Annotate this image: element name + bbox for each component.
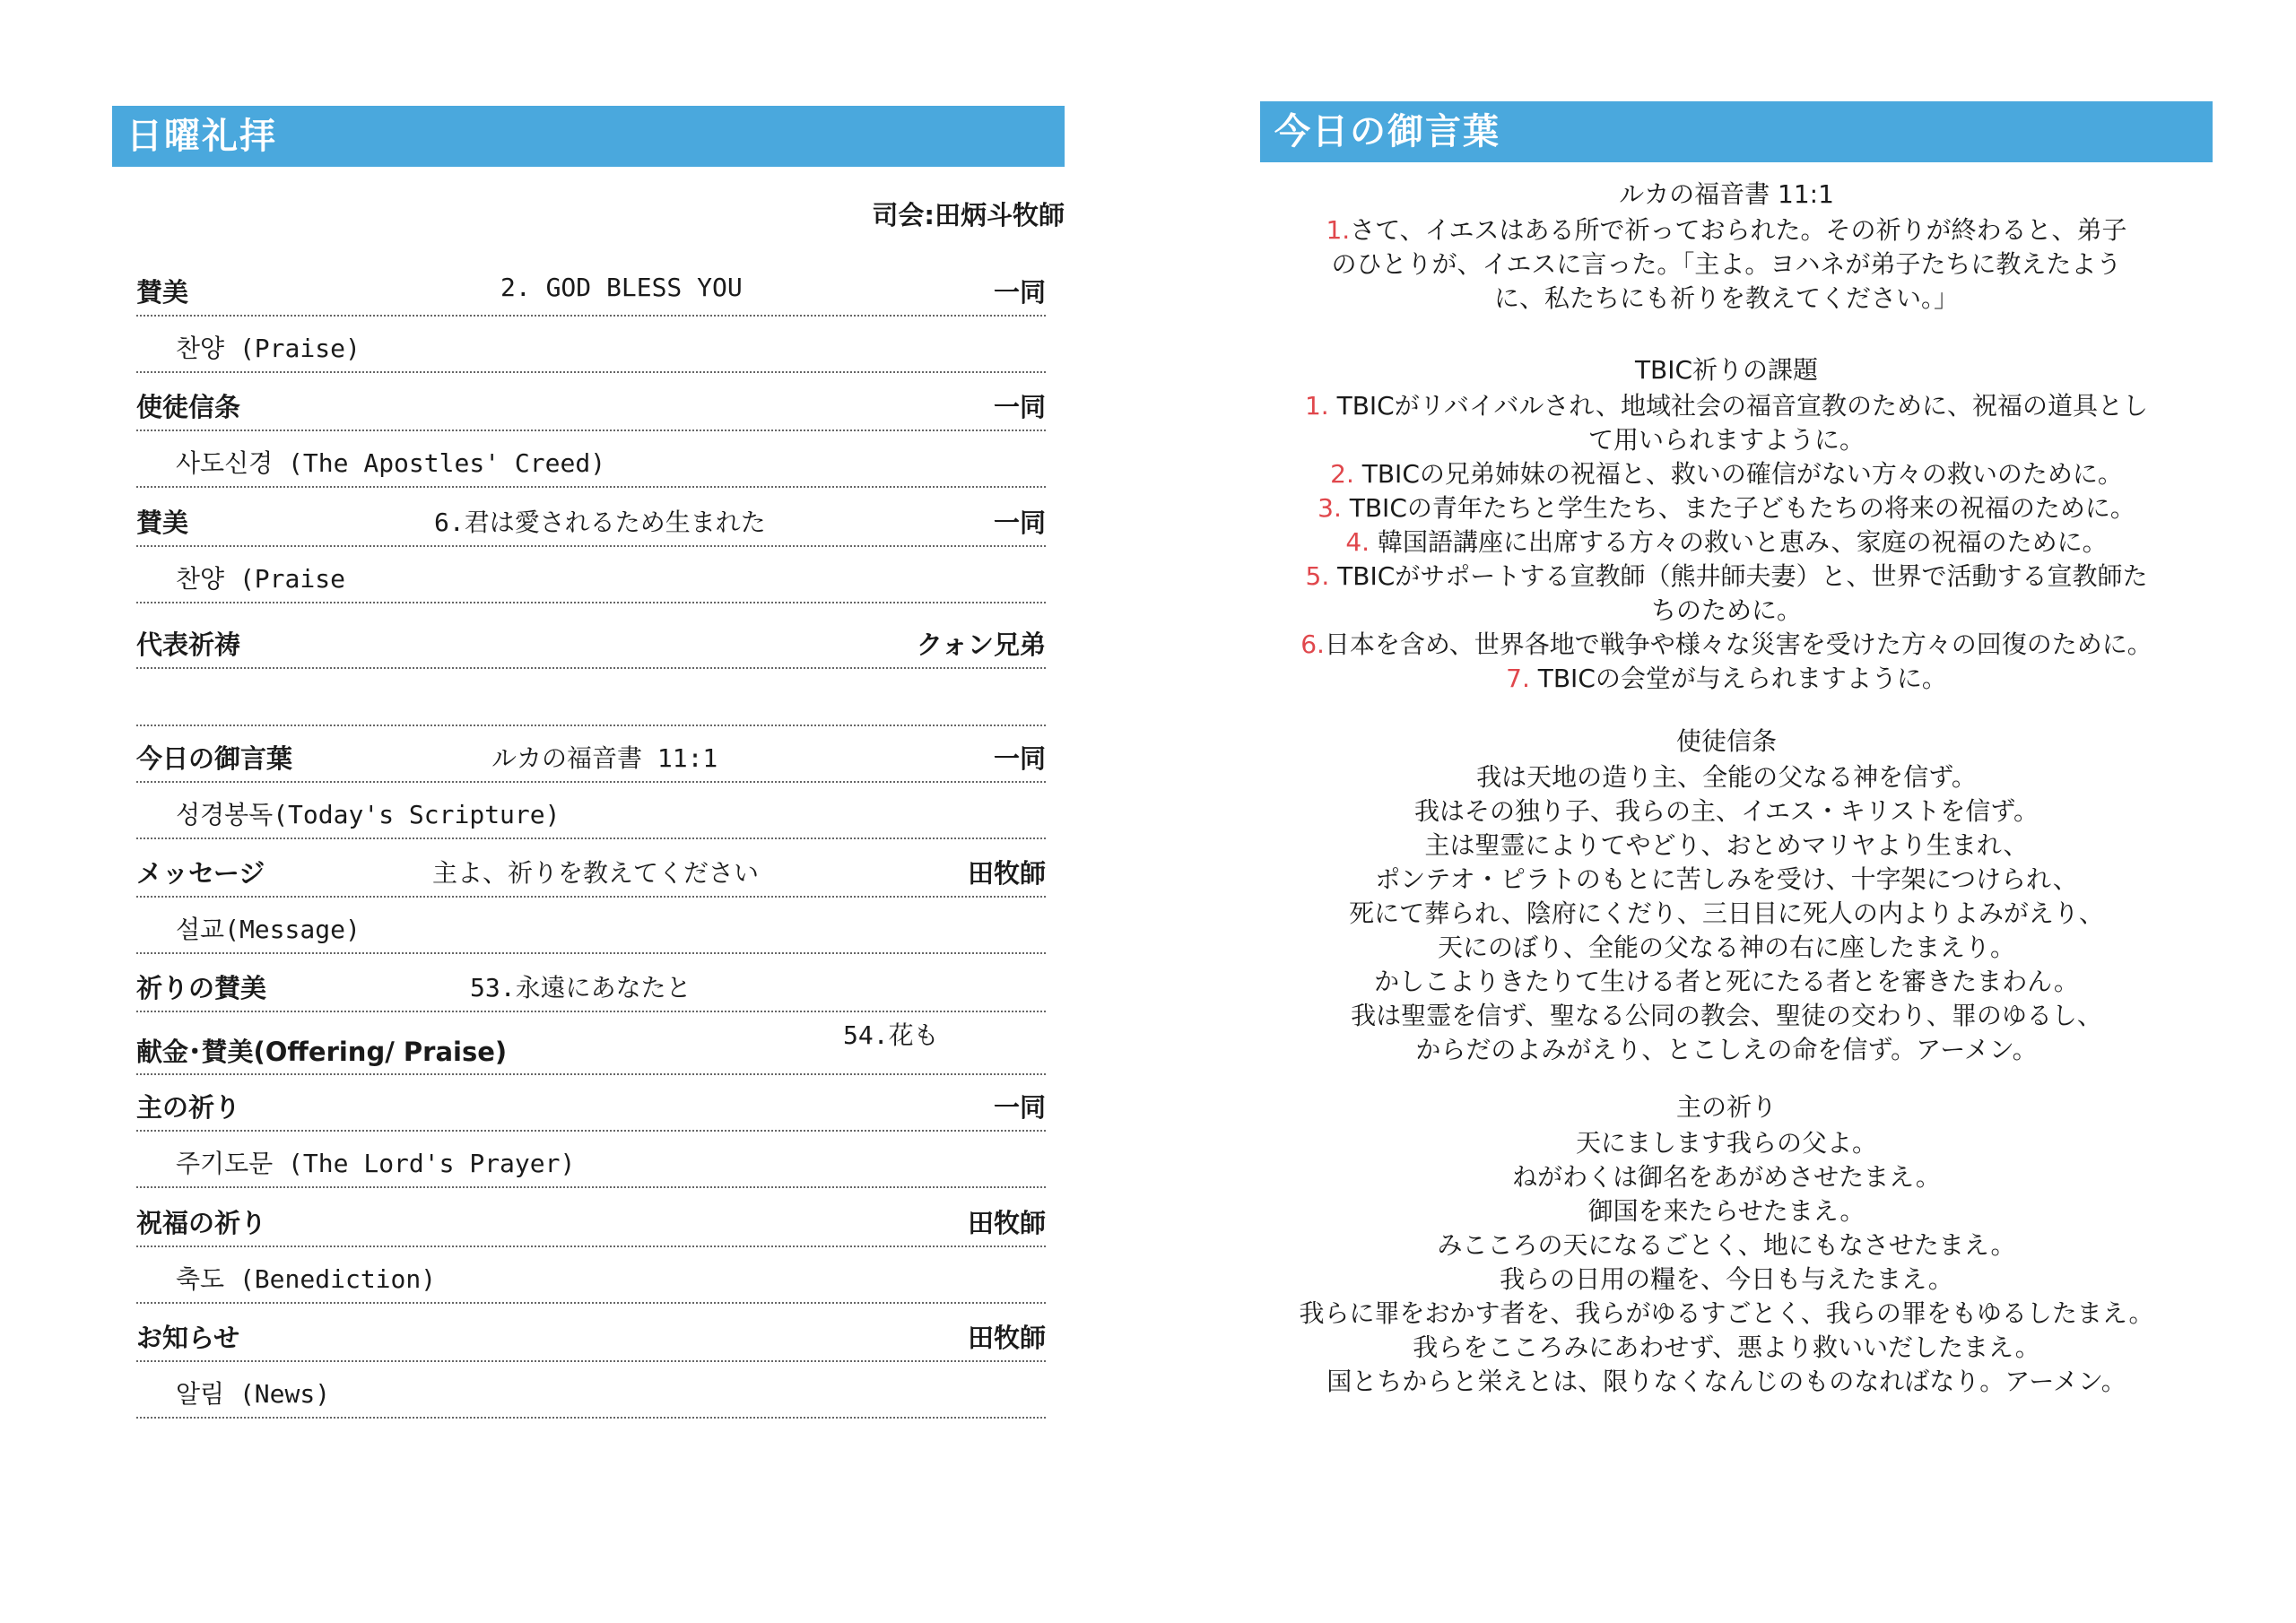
lords-prayer-line: 天にまします我らの父よ。: [1575, 1128, 1877, 1158]
scripture-text: さて、イエスはある所で祈っておられた。その祈りが終わると、弟子: [1350, 215, 2127, 245]
order-sub: 설교(Message): [176, 915, 361, 944]
order-leader: 田牧師: [967, 858, 1046, 889]
order-leader: 一同: [993, 508, 1046, 538]
topic-text: TBICがリバイバルされ、地域社会の福音宣教のために、祝福の道具とし: [1328, 391, 2149, 421]
creed-line: ポンテオ・ピラトのもとに苦しみを受け、十字架につけられ、: [1375, 864, 2078, 894]
scripture-number: 1.: [1326, 215, 1351, 245]
topic-number: 5.: [1305, 561, 1330, 591]
lords-prayer-line: 御国を来たらせたまえ。: [1587, 1196, 1866, 1226]
order-row: [136, 1075, 1046, 1132]
creed-line: 我はその独り子、我らの主、イエス・キリストを信ず。: [1413, 796, 2039, 826]
order-sub: 주기도문 (The Lord's Prayer): [176, 1149, 576, 1178]
lords-prayer-section: [1251, 1090, 2202, 1399]
order-label: 祝福の祈り: [136, 1208, 267, 1238]
creed-line: 我は聖霊を信ず、聖なる公同の教会、聖徒の交わり、罪のゆるし、: [1351, 1001, 2102, 1030]
order-leader: 田牧師: [967, 1208, 1046, 1238]
prayer-topics-title: TBIC祈りの課題: [1634, 355, 1819, 385]
order-label: 賛美: [136, 508, 189, 538]
topic-number: 2.: [1330, 459, 1354, 489]
order-label: 祈りの賛美: [136, 973, 267, 1003]
prayer-topic: [1251, 491, 2202, 525]
topic-text: TBICがサポートする宣教師（熊井師夫妻）と、世界で活動する宣教師た: [1329, 561, 2148, 591]
topic-number: 4.: [1345, 527, 1370, 557]
order-leader: 一同: [993, 743, 1046, 774]
order-leader: 一同: [993, 1092, 1046, 1123]
order-row: [136, 260, 1046, 317]
order-leader: 一同: [993, 277, 1046, 308]
scripture-line: [1251, 213, 2202, 247]
order-middle: 53.永遠にあなたと: [470, 973, 691, 1002]
lords-prayer-line: 我らをこころみにあわせず、悪より救いいだしたまえ。: [1413, 1332, 2040, 1362]
order-sub: 축도 (Benediction): [176, 1264, 437, 1294]
creed-title: 使徒信条: [1675, 726, 1777, 756]
topic-text: 韓国語講座に出席する方々の救いと恵み、家庭の祝福のために。: [1370, 527, 2108, 557]
topic-number: 3.: [1318, 493, 1342, 523]
order-leader: 一同: [993, 392, 1046, 422]
prayer-topics-section: [1251, 353, 2202, 696]
topic-text: TBICの会堂が与えられますように。: [1529, 664, 1947, 693]
prayer-topic: [1251, 560, 2202, 594]
order-subrow: [136, 547, 1046, 603]
lords-prayer-line: ねがわくは御名をあがめさせたまえ。: [1512, 1162, 1941, 1192]
order-leader: クォン兄弟: [916, 629, 1046, 660]
topic-text: TBICの兄弟姉妹の祝福と、救いの確信がない方々の救いのために。: [1353, 459, 2123, 489]
creed-line: 天にのぼり、全能の父なる神の右に座したまえり。: [1437, 933, 2015, 962]
prayer-topic: [1251, 457, 2202, 491]
topic-number: 7.: [1506, 664, 1530, 693]
order-subrow: [136, 783, 1046, 839]
order-subrow: [136, 1132, 1046, 1188]
lords-prayer-line: 我らの日用の糧を、今日も与えたまえ。: [1500, 1264, 1953, 1294]
apostles-creed-section: [1251, 725, 2202, 1067]
order-middle: 2. GOD BLESS YOU: [500, 273, 743, 302]
order-row: [136, 375, 1046, 431]
prayer-topic-cont: ちのために。: [1650, 595, 1802, 625]
creed-line: 死にて葬られ、陰府にくだり、三日目に死人の内よりよみがえり、: [1349, 898, 2104, 928]
lords-prayer-line: 我らに罪をおかす者を、我らがゆるすごとく、我らの罪をもゆるしたまえ。: [1299, 1298, 2154, 1328]
order-sub: 알림 (News): [176, 1379, 331, 1409]
creed-line: 主は聖霊によりてやどり、おとめマリヤより生まれ、: [1424, 830, 2029, 860]
order-row: [136, 726, 1046, 783]
scripture-title: ルカの福音書 11:1: [1619, 179, 1834, 209]
order-row: [136, 1306, 1046, 1362]
topic-number: 6.: [1300, 629, 1325, 659]
order-subrow: [136, 431, 1046, 488]
prayer-topic: [1251, 389, 2202, 423]
order-row: [136, 841, 1046, 898]
order-row: [136, 490, 1046, 547]
presider-label: 司会:田炳斗牧師: [872, 200, 1065, 230]
order-subrow: [136, 898, 1046, 954]
lords-prayer-line: みこころの天になるごとく、地にもなさせたまえ。: [1437, 1230, 2016, 1260]
topic-text: TBICの青年たちと学生たち、また子どもたちの将来の祝福のために。: [1341, 493, 2135, 523]
order-label: お知らせ: [136, 1323, 240, 1353]
prayer-topic: [1251, 525, 2202, 560]
creed-line: かしこよりきたりて生ける者と死にたる者とを審きたまわん。: [1374, 967, 2079, 996]
order-leader: 田牧師: [967, 1323, 1046, 1353]
order-sub: 성경봉독(Today's Scripture): [176, 800, 561, 829]
order-label: 代表祈祷: [136, 629, 241, 660]
order-sub: 찬양 (Praise: [176, 564, 345, 594]
topic-text: 日本を含め、世界各地で戦争や様々な災害を受けた方々の回復のために。: [1324, 629, 2152, 659]
order-row: [136, 1012, 1046, 1075]
order-label: メッセージ: [136, 858, 265, 889]
order-label: 賛美: [136, 277, 189, 308]
todays-word-header: 今日の御言葉: [1260, 101, 2213, 162]
creed-line: からだのよみがえり、とこしえの命を信ず。アーメン。: [1415, 1035, 2038, 1064]
prayer-topic-cont: て用いられますように。: [1587, 425, 1865, 455]
order-sub: 사도신경 (The Apostles' Creed): [176, 448, 606, 478]
order-subrow: [136, 1362, 1046, 1419]
order-subrow: [136, 669, 1046, 726]
lords-prayer-line: 国とちからと栄えとは、限りなくなんじのものなればなり。アーメン。: [1326, 1367, 2126, 1396]
order-label: 主の祈り: [136, 1092, 241, 1123]
order-row: [136, 956, 1046, 1012]
sunday-worship-header: 日曜礼拝: [112, 106, 1065, 167]
topic-number: 1.: [1304, 391, 1329, 421]
order-label: 献金･賛美(Offering/ Praise): [136, 1037, 508, 1067]
scripture-line: のひとりが、イエスに言った。「主よ。ヨハネが弟子たちに教えたよう: [1331, 249, 2122, 279]
order-row: [136, 612, 1046, 669]
creed-line: 我は天地の造り主、全能の父なる神を信ず。: [1476, 762, 1977, 792]
order-subrow: [136, 317, 1046, 373]
scripture-section: [1251, 178, 2202, 316]
order-middle: 6.君は愛されるため生まれた: [434, 508, 766, 537]
order-middle: 54.花も: [843, 1020, 939, 1050]
scripture-line: に、私たちにも祈りを教えてください。」: [1493, 283, 1959, 313]
prayer-topic: [1251, 628, 2202, 662]
prayer-topic: [1251, 662, 2202, 696]
order-label: 今日の御言葉: [136, 743, 293, 774]
order-middle: 主よ、祈りを教えてください: [432, 858, 760, 888]
order-middle: ルカの福音書 11:1: [491, 743, 718, 773]
lords-prayer-title: 主の祈り: [1675, 1092, 1777, 1122]
order-label: 使徒信条: [136, 392, 241, 422]
order-sub: 찬양 (Praise): [176, 334, 361, 363]
order-subrow: [136, 1247, 1046, 1304]
order-row: [136, 1191, 1046, 1247]
